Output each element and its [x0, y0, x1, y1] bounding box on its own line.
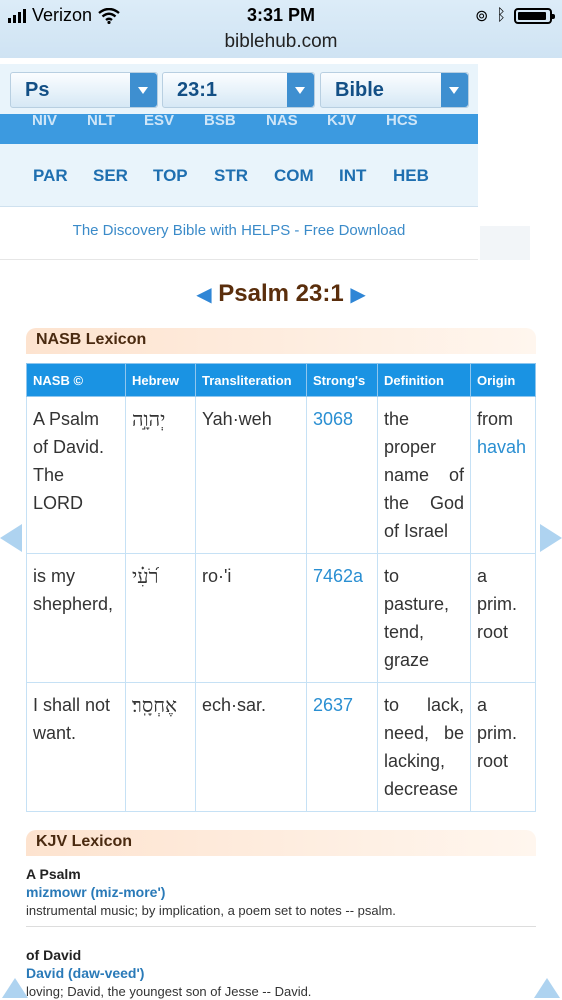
kjv-word: of David	[26, 947, 82, 963]
version-tabs-row-1	[0, 114, 478, 144]
tab-kjv[interactable]: KJV	[327, 114, 357, 129]
next-page-arrow-icon[interactable]	[540, 524, 562, 552]
book-select-value: Ps	[25, 79, 50, 101]
kjv-lexicon-title: KJV Lexicon	[36, 833, 133, 850]
hebrew-word: אֶחְסָֽר׃	[126, 683, 196, 812]
nasb-lexicon-header	[26, 328, 536, 354]
chevron-down-icon	[441, 73, 468, 107]
status-icons	[475, 6, 552, 26]
previous-page-arrow-icon[interactable]	[0, 524, 22, 552]
tab-niv[interactable]: NIV	[32, 114, 58, 129]
chevron-down-icon	[130, 73, 157, 107]
battery-icon	[514, 8, 552, 24]
passage-selectors	[0, 64, 478, 114]
tab-com[interactable]: COM	[274, 166, 314, 185]
tab-ser[interactable]: SER	[93, 166, 128, 185]
tab-str[interactable]: STR	[214, 166, 248, 185]
status-bar	[0, 0, 562, 58]
carrier-label: Verizon	[32, 5, 93, 25]
nasb-text: A Psalm of David. The LORD	[27, 397, 126, 554]
scroll-up-left-icon[interactable]	[2, 978, 28, 998]
kjv-transliteration-link[interactable]: mizmowr (miz-more')	[26, 884, 166, 900]
origin-link[interactable]: havah	[477, 437, 527, 457]
kjv-definition: instrumental music; by implication, a poem set to notes -- psalm.	[26, 903, 396, 918]
bluetooth-icon: ᛒ	[496, 7, 506, 24]
kjv-entry	[26, 866, 536, 927]
column-header: Origin	[471, 364, 536, 397]
tab-bsb[interactable]: BSB	[204, 114, 236, 129]
url-bar[interactable]: biblehub.com	[224, 31, 338, 52]
table-row	[27, 683, 536, 812]
page-title-text: Psalm 23:1	[218, 280, 344, 307]
column-header: Hebrew	[126, 364, 196, 397]
kjv-word: A Psalm	[26, 866, 81, 882]
hebrew-word: רֹ֝עִ֗י	[126, 554, 196, 683]
origin: a prim. root	[471, 683, 536, 812]
verse-select[interactable]	[162, 72, 315, 108]
chevron-down-icon	[287, 73, 314, 107]
origin-text: from	[477, 409, 513, 429]
tab-hcs[interactable]: HCS	[386, 114, 418, 129]
strongs-cell	[307, 554, 378, 683]
kjv-entry	[26, 947, 536, 999]
nasb-text: I shall not want.	[27, 683, 126, 812]
origin-cell	[471, 397, 536, 554]
hebrew-word: יְהוָ֣ה	[126, 397, 196, 554]
verse-select-value: 23:1	[177, 79, 218, 101]
column-header: NASB ©	[27, 364, 126, 397]
version-select-value: Bible	[335, 79, 384, 101]
divider	[26, 926, 536, 927]
strongs-link[interactable]: 2637	[313, 695, 354, 715]
tab-par[interactable]: PAR	[33, 166, 68, 185]
promo-link[interactable]: The Discovery Bible with HELPS - Free Download	[72, 222, 406, 239]
kjv-lexicon-header	[26, 830, 536, 856]
tab-esv[interactable]: ESV	[144, 114, 175, 129]
transliteration: ro·'i	[196, 554, 307, 683]
promo-banner[interactable]	[0, 206, 478, 260]
nasb-lexicon-table	[26, 363, 536, 812]
tab-int[interactable]: INT	[339, 166, 367, 185]
tab-nlt[interactable]: NLT	[87, 114, 116, 129]
kjv-transliteration-link[interactable]: David (daw-veed')	[26, 965, 145, 981]
table-row	[27, 554, 536, 683]
scroll-up-right-icon[interactable]	[534, 978, 560, 998]
kjv-definition: loving; David, the youngest son of Jesse -- David.	[26, 984, 312, 999]
table-header-row	[27, 364, 536, 397]
definition: to lack, need, be lacking, decrease	[378, 683, 471, 812]
column-header: Definition	[378, 364, 471, 397]
column-header: Strong's	[307, 364, 378, 397]
version-select[interactable]	[320, 72, 469, 108]
strongs-link[interactable]: 7462a	[313, 566, 364, 586]
clock: 3:31 PM	[246, 5, 316, 25]
next-verse-icon[interactable]: ▶	[350, 284, 366, 306]
book-select[interactable]	[10, 72, 158, 108]
strongs-cell	[307, 397, 378, 554]
column-header: Transliteration	[196, 364, 307, 397]
promo-side-block	[480, 226, 530, 260]
page-title	[0, 280, 562, 308]
strongs-cell	[307, 683, 378, 812]
version-tabs-row-2	[0, 150, 478, 202]
tab-heb[interactable]: HEB	[393, 166, 429, 185]
tab-nas[interactable]: NAS	[266, 114, 298, 129]
definition: to pasture, tend, graze	[378, 554, 471, 683]
table-row	[27, 397, 536, 554]
rotation-lock-icon: ⊚	[474, 8, 489, 25]
tab-top[interactable]: TOP	[153, 166, 188, 185]
strongs-link[interactable]: 3068	[313, 409, 354, 429]
nasb-lexicon-title: NASB Lexicon	[36, 331, 147, 348]
transliteration: Yah·weh	[196, 397, 307, 554]
transliteration: ech·sar.	[196, 683, 307, 812]
nasb-text: is my shepherd,	[27, 554, 126, 683]
previous-verse-icon[interactable]: ◀	[196, 284, 212, 306]
definition: the proper name of the God of Israel	[378, 397, 471, 554]
origin: a prim. root	[471, 554, 536, 683]
